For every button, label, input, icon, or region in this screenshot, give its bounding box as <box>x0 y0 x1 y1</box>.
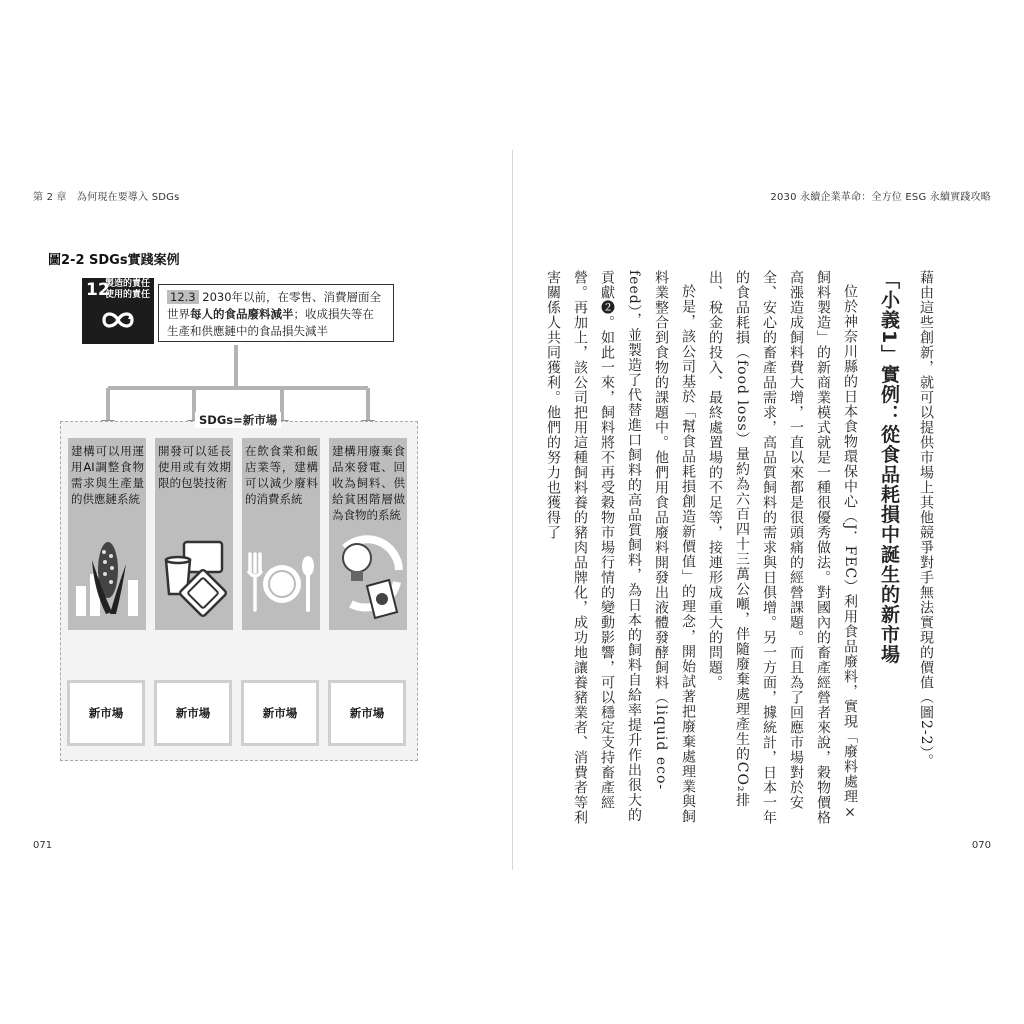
figure-title: 圖2-2 SDGs實踐案例 <box>48 253 180 268</box>
section-heading: 「小義1」實例：從食品耗損中誕生的新市場 <box>878 270 900 665</box>
corn-chart-icon <box>72 530 144 620</box>
bulb-cycle-icon <box>331 530 407 622</box>
intro-paragraph: 藉由這些創新，就可以提供市場上其他競爭對手無法實現的價值（圖2-2）。 <box>918 270 934 769</box>
solution-text-1: 建構可以用運用AI調整食物需求與生產量的供應鏈系統 <box>71 444 144 506</box>
left-running-head: 第 2 章 為何現在要導入 SDGs <box>33 192 180 203</box>
body-paragraph-1: 位於神奈川縣的日本食物環保中心（J．FEC）利用食品廢料，實現「廢料處理×飼料製造」的新商業模式就是一種很優秀做法。對國內的畜產經營者來說，穀物價格高漲造成飼料費大增，一直以來都是很頭痛的經營課題。而且為了回應市場對於安全、安心的畜產品需求，高品質飼料的需求與日俱增。另一方面，據統計，日本一年的食品耗損（food loss）量約為六百四十三萬公噸，伴隨廢棄處理產生的CO₂排出、稅金的投入、最終處置場的不足等，接連形成重大的問題。 <box>707 270 858 825</box>
solution-text-3: 在飲食業和飯店業等，建構可以減少廢料的消費系統 <box>245 444 318 506</box>
solution-text-2: 開發可以延長使用或有效期限的包裝技術 <box>158 444 231 490</box>
new-market-box-3: 新市場 <box>241 680 319 746</box>
sdg-goal-name: 製造的責任 使用的責任 <box>105 279 151 300</box>
food-container-icon <box>160 536 230 620</box>
target-text: 2030年以前，在零售、消費層面全世界 <box>167 290 382 321</box>
target-code: 12.3 <box>167 290 199 304</box>
left-page-number: 071 <box>33 840 53 851</box>
right-page-number: 070 <box>971 840 991 851</box>
target-text-tail: ；收成損失等在生產和供應鏈中的食品損失減半 <box>167 307 374 338</box>
right-running-head: 2030 永續企業革命：全方位 ESG 永續實踐攻略 <box>770 192 991 203</box>
solution-text-4: 建構用廢棄食品來發電、回收為飼料、供給貧困階層做為食物的系統 <box>332 444 405 522</box>
target-highlight: 每人的食品廢料減半 <box>190 307 294 321</box>
body-paragraph-2: 於是，該公司基於「幫食品耗損創造新價值」的理念，開始試著把廢棄處理業與飼料業整合到食物的課題中。他們用食品廢料開發出液體發酵飼料（liquid eco-feed），並製造了代替進口飼料的高品質飼料，為日本的飼料自給率提升作出很大的貢獻❷。如此一來，飼料將不再受穀物市場行情的變動影響，可以穩定支持畜產經營。再加上，該公司把用這種飼料養的豬肉品牌化，成功地讓養豬業者、消費者等利害關係人共同獲利。他們的努力也獲得了 <box>545 270 696 825</box>
new-market-box-4: 新市場 <box>328 680 406 746</box>
vertical-body-text <box>419 270 939 830</box>
section-label: SDGs=新市場 <box>195 412 281 428</box>
new-market-box-2: 新市場 <box>154 680 232 746</box>
new-market-box-1: 新市場 <box>67 680 145 746</box>
sdg-number: 12 <box>86 280 110 300</box>
plate-cutlery-icon <box>244 548 318 614</box>
